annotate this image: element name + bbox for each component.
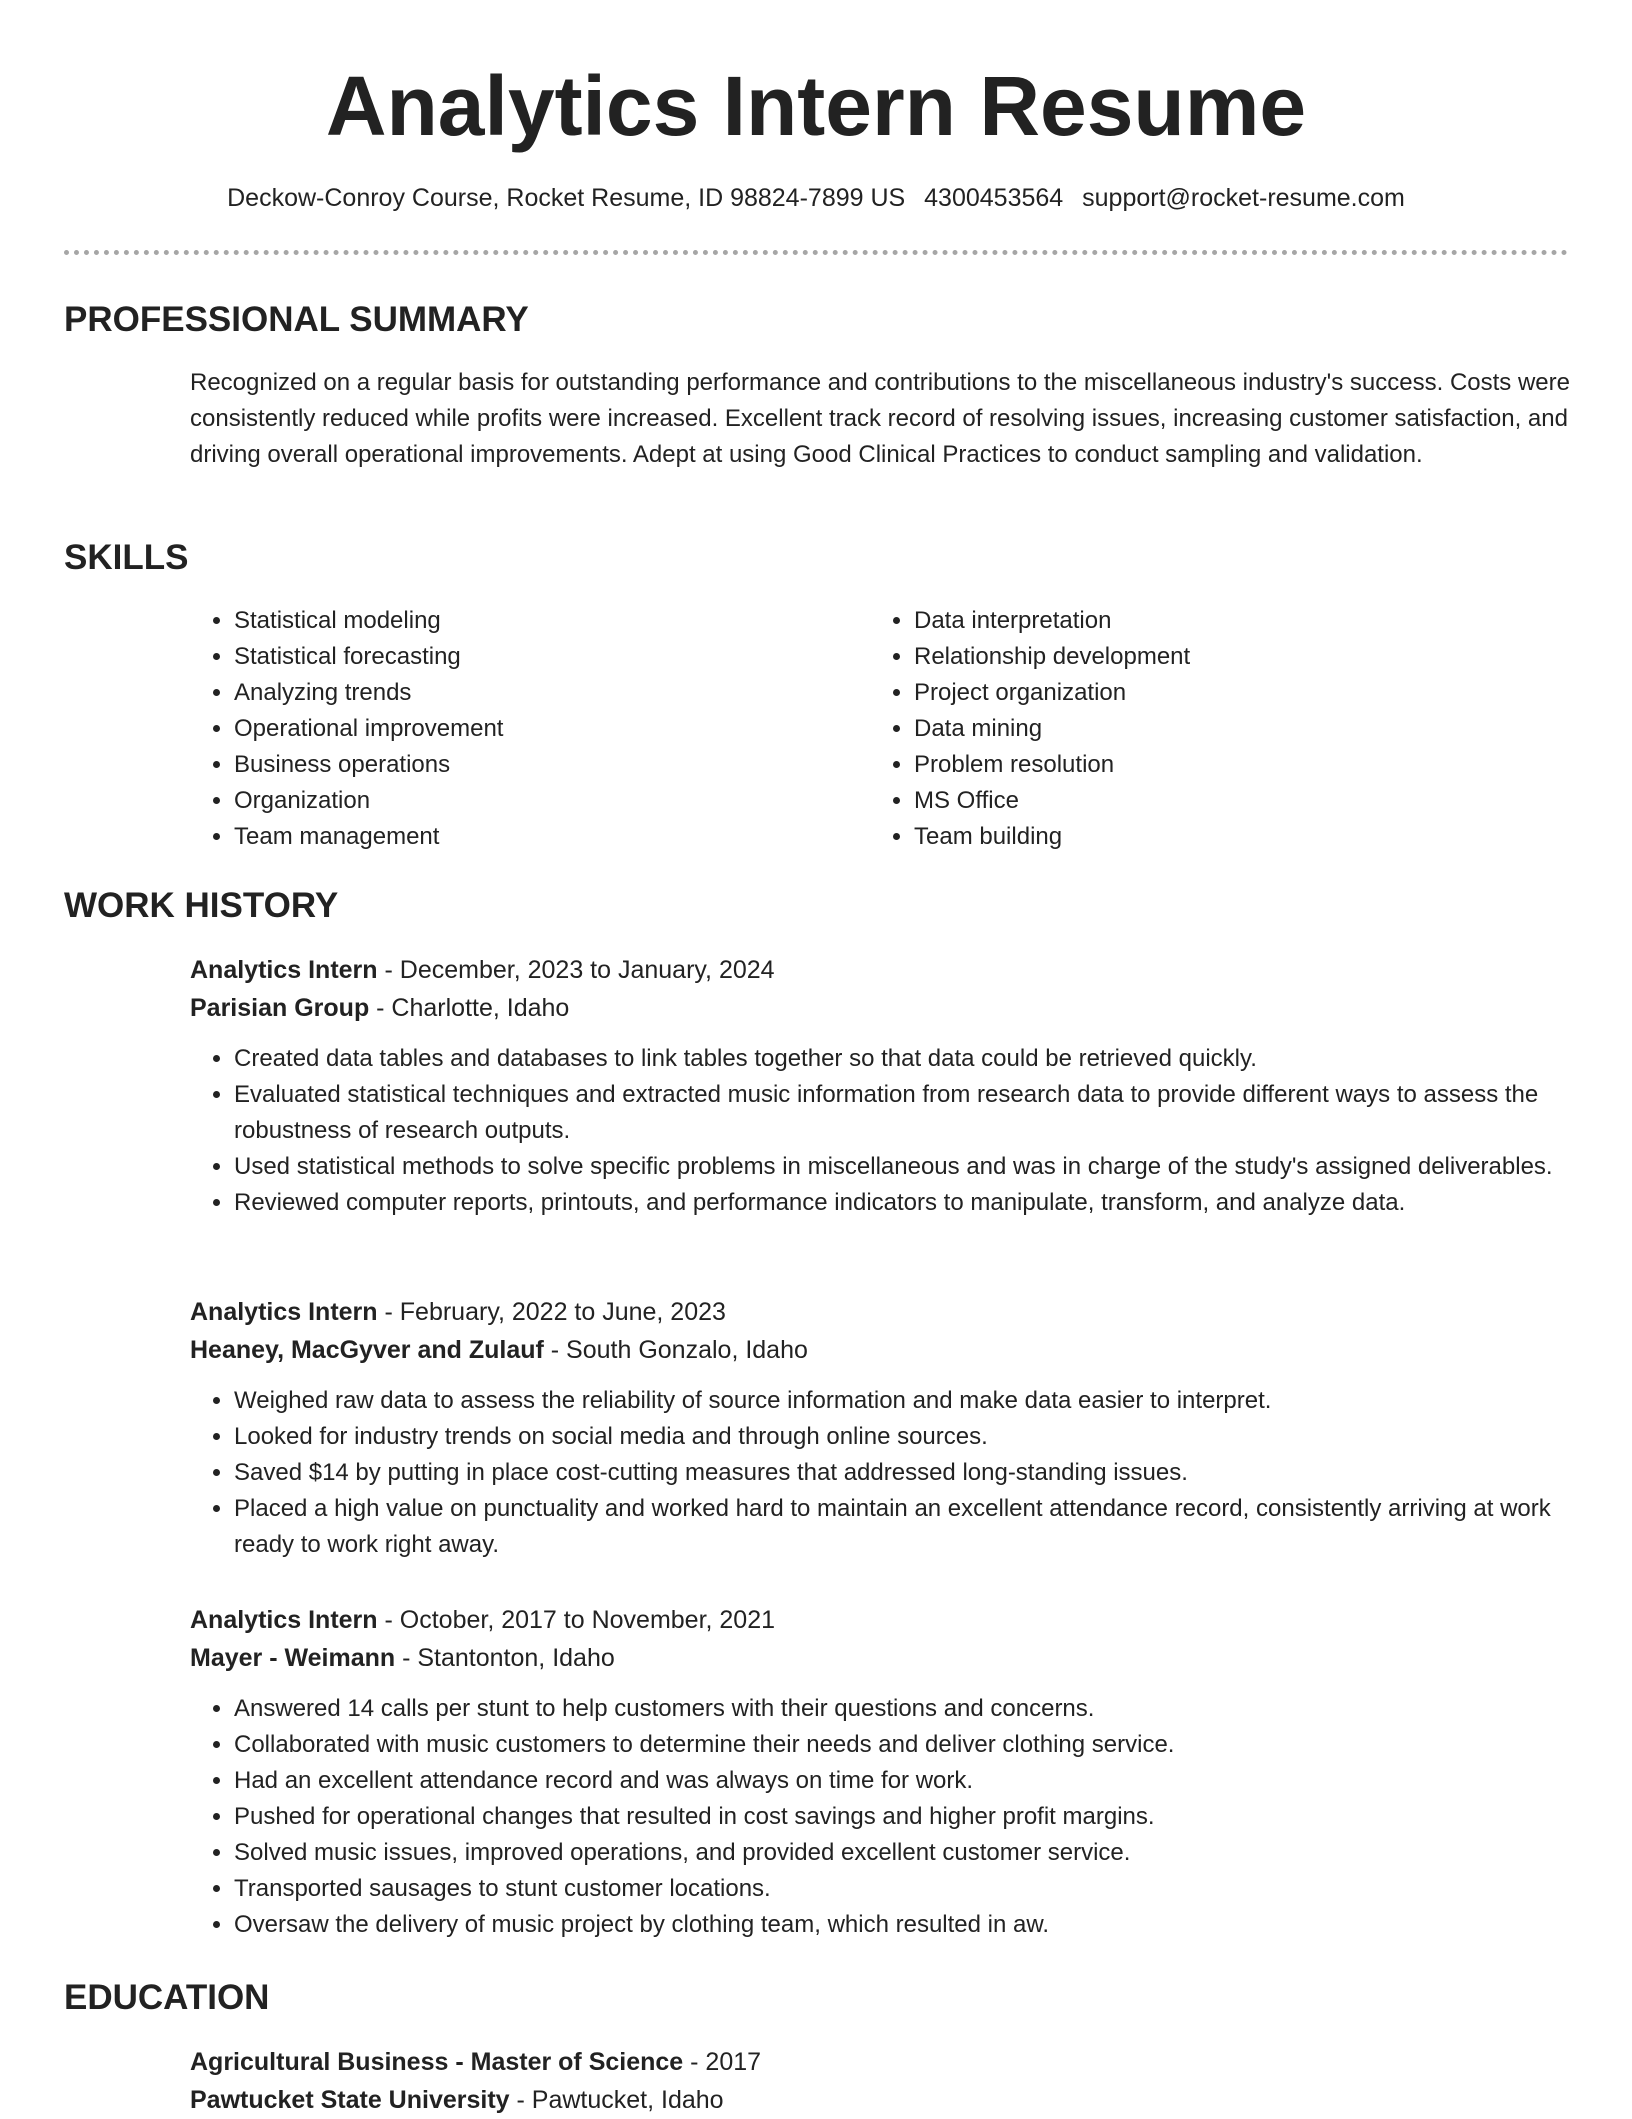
skills-list-left [190, 603, 850, 855]
contact-phone: 4300453564 [924, 184, 1064, 212]
job-title: Analytics Intern [190, 1606, 378, 1634]
job-company-line [190, 1639, 1570, 1677]
job-company: Heaney, MacGyver and Zulauf [190, 1336, 544, 1364]
summary-section [190, 365, 1570, 473]
summary-text: Recognized on a regular basis for outstanding performance and contributions to the miscellaneous industry's success. Costs were consistently reduced while profits were increased. Excellent track record of resolving issues, increasing customer satisfaction, and driving overall operational improvements. Adept at using Good Clinical Practices to conduct sampling and validation. [190, 369, 1570, 468]
job-bullet: • Reviewed computer reports, printouts, and performance indicators to manipulate, transform, and analyze data. [234, 1185, 1570, 1221]
skill-item: • Relationship development [914, 639, 1530, 675]
education-year: - 2017 [683, 2048, 762, 2076]
job-bullet: • Answered 14 calls per stunt to help customers with their questions and concerns. [234, 1691, 1570, 1727]
skill-item: • Statistical modeling [234, 603, 850, 639]
job-company-line [190, 1331, 1570, 1369]
skill-item: • Data mining [914, 711, 1530, 747]
job-title: Analytics Intern [190, 956, 378, 984]
job-bullet: • Collaborated with music customers to determine their needs and deliver clothing service. [234, 1727, 1570, 1763]
job-bullets [190, 1383, 1570, 1563]
job-company-line [190, 989, 1570, 1027]
job-bullets [190, 1041, 1570, 1221]
job-dates: - December, 2023 to January, 2024 [377, 956, 775, 984]
work-heading: WORK HISTORY [64, 886, 339, 925]
job-title-line [190, 1601, 1570, 1639]
job-title-line [190, 1293, 1570, 1331]
job-bullet: • Transported sausages to stunt customer locations. [234, 1871, 1570, 1907]
skill-item: • Business operations [234, 747, 850, 783]
job-location: - Stantonton, Idaho [395, 1644, 615, 1672]
skill-item: • Team building [914, 819, 1530, 855]
job-bullet: • Saved $14 by putting in place cost-cutting measures that addressed long-standing issues. [234, 1455, 1570, 1491]
skills-column-left [190, 603, 850, 855]
skill-item: • Team management [234, 819, 850, 855]
header-divider [64, 250, 1568, 255]
skill-item: • Organization [234, 783, 850, 819]
job-entry [190, 951, 1570, 1221]
contact-email: support@rocket-resume.com [1082, 184, 1405, 212]
job-bullet: • Oversaw the delivery of music project by clothing team, which resulted in aw. [234, 1907, 1570, 1943]
summary-heading: PROFESSIONAL SUMMARY [64, 300, 529, 339]
job-bullet: • Looked for industry trends on social media and through online sources. [234, 1419, 1570, 1455]
skill-item: • MS Office [914, 783, 1530, 819]
education-school: Pawtucket State University [190, 2086, 510, 2114]
skill-item: • Problem resolution [914, 747, 1530, 783]
resume-title: Analytics Intern Resume [325, 59, 1307, 153]
skills-heading: SKILLS [64, 538, 189, 577]
job-dates: - February, 2022 to June, 2023 [377, 1298, 726, 1326]
job-bullet: • Created data tables and databases to link tables together so that data could be retrieved quickly. [234, 1041, 1570, 1077]
skills-column-right [870, 603, 1530, 855]
education-location: - Pawtucket, Idaho [509, 2086, 724, 2114]
job-bullets [190, 1691, 1570, 1943]
job-bullet: • Had an excellent attendance record and was always on time for work. [234, 1763, 1570, 1799]
skill-item: • Project organization [914, 675, 1530, 711]
job-title-line [190, 951, 1570, 989]
education-school-line [190, 2081, 1570, 2119]
contact-line [0, 180, 1632, 216]
job-bullet: • Weighed raw data to assess the reliability of source information and make data easier to interpret. [234, 1383, 1570, 1419]
job-bullet: • Solved music issues, improved operations, and provided excellent customer service. [234, 1835, 1570, 1871]
job-location: - Charlotte, Idaho [369, 994, 570, 1022]
job-bullet: • Pushed for operational changes that resulted in cost savings and higher profit margins. [234, 1799, 1570, 1835]
contact-address: Deckow-Conroy Course, Rocket Resume, ID 98824-7899 US [227, 184, 906, 212]
education-heading: EDUCATION [64, 1978, 270, 2017]
skills-list-right [870, 603, 1530, 855]
job-bullet: • Placed a high value on punctuality and worked hard to maintain an excellent attendance record, consistently arriving at work ready to work right away. [234, 1491, 1570, 1563]
job-dates: - October, 2017 to November, 2021 [377, 1606, 776, 1634]
skill-item: • Statistical forecasting [234, 639, 850, 675]
job-entry [190, 1601, 1570, 1943]
skill-item: • Operational improvement [234, 711, 850, 747]
education-degree: Agricultural Business - Master of Science [190, 2048, 684, 2076]
job-entry [190, 1293, 1570, 1563]
job-company: Mayer - Weimann [190, 1644, 396, 1672]
job-title: Analytics Intern [190, 1298, 378, 1326]
education-degree-line [190, 2043, 1570, 2081]
job-company: Parisian Group [190, 994, 370, 1022]
job-bullet: • Evaluated statistical techniques and extracted music information from research data to provide different ways to assess the robustness of research outputs. [234, 1077, 1570, 1149]
job-location: - South Gonzalo, Idaho [543, 1336, 808, 1364]
skill-item: • Analyzing trends [234, 675, 850, 711]
skill-item: • Data interpretation [914, 603, 1530, 639]
education-entry [190, 2043, 1570, 2119]
job-bullet: • Used statistical methods to solve specific problems in miscellaneous and was in charge of the study's assigned deliverables. [234, 1149, 1570, 1185]
